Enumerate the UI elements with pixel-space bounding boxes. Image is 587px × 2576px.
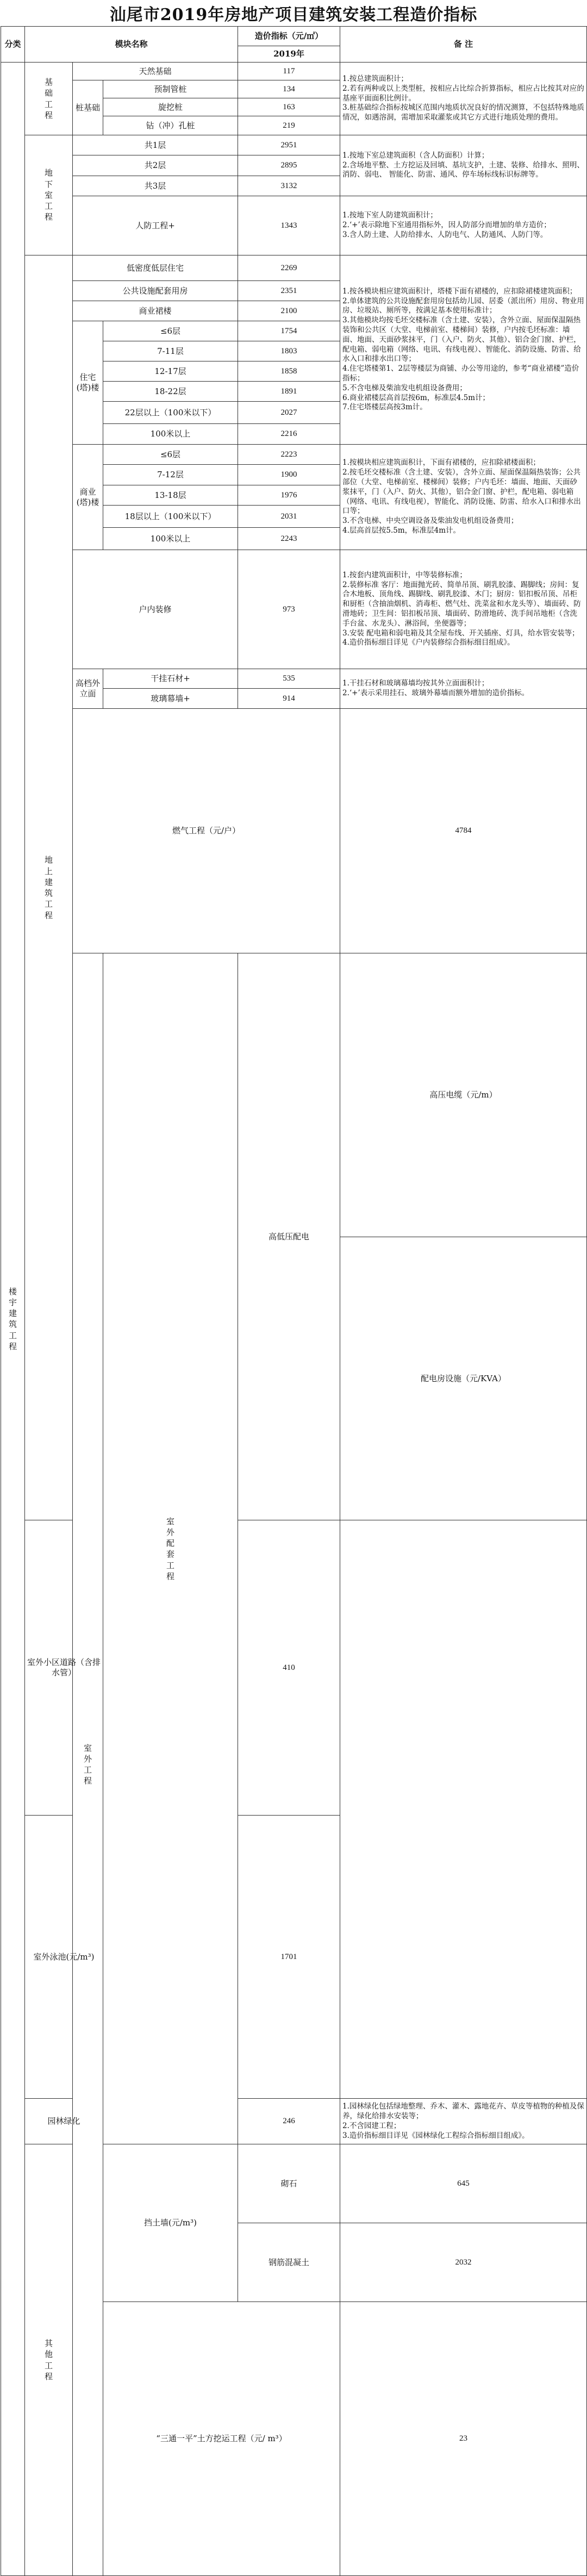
module-name: 玻璃幕墙+ (103, 689, 238, 709)
module-name: 人防工程+ (73, 196, 238, 255)
index-value: 2027 (238, 402, 340, 424)
remark-interior: 1.按套内建筑面积计，中等装修标准； 2.装修标准 客厅：地面抛光砖、简单吊顶、刷乳胶漆、踢脚线；房间：复合木地板、顶角线、踢脚线、刷乳胶漆、木门；厨房：铝扣板吊顶、吊柜和厨柜（含抽油烟机、消毒柜、燃气灶、洗菜盆和水龙头等）、墙面砖、防滑地砖；卫生间：铝扣板吊顶、墙面砖、防滑地砖、洗手间吊地柜（含洗手台盆、水龙头）、淋浴间，坐便器等； 3.安装 配电箱和弱电箱及其全屋布线、开关插座、灯具，给水管安装等； 4.造价指标细目详见《户内装修综合指标细目组成》。 (340, 550, 587, 669)
index-value: 2216 (238, 424, 340, 445)
module-name: 100米以上 (103, 424, 238, 445)
module-name: 室外泳池(元/m³) (25, 1815, 103, 2098)
index-value: 117 (238, 63, 340, 80)
category-building: 楼宇建筑工程 (1, 63, 25, 2576)
sub-facade: 高档外立面 (73, 669, 103, 709)
index-value: 1976 (238, 485, 340, 506)
index-value: 1891 (238, 382, 340, 402)
index-value: 914 (238, 689, 340, 709)
module-name: “三通一平”土方挖运工程（元/ m³） (103, 2302, 340, 2576)
module-name: 共1层 (73, 135, 238, 155)
remark-civil-defense: 1.按地下室人防建筑面积计； 2.‘+’表示除地下室通用指标外，因人防部分而增加的单方造价； 3.含人防土建、人防给排水、人防电气、人防通风、人防门等。 (340, 196, 587, 255)
module-name: 高压电缆（元/m） (340, 953, 587, 1237)
index-value: 2223 (238, 445, 340, 465)
remark-foundation: 1.按总建筑面积计； 2.若有两种或以上类型桩，按相应占比综合折算指标，相应占比按其对应的基座平面面积比例计。 3.桩基础综合指标按城区范围内地质状况良好的情况测算，不包括特殊地质情况，如遇溶洞，需增加采取灌浆或其它方式进行地质处理的费用。 (340, 63, 587, 135)
module-name: 100米以上 (103, 528, 238, 550)
index-value: 1858 (238, 361, 340, 382)
module-name: 7-12层 (103, 465, 238, 485)
index-value: 2243 (238, 528, 340, 550)
module-name: 低密度低层住宅 (73, 255, 238, 281)
index-value: 2032 (340, 2223, 587, 2302)
index-value: 2351 (238, 281, 340, 301)
index-value: 3132 (238, 176, 340, 196)
module-name: 共2层 (73, 155, 238, 176)
sub-pile: 桩基础 (73, 80, 103, 135)
group-other: 其他工程 (25, 2144, 73, 2576)
sub-power: 高低压配电 (238, 953, 340, 1520)
index-value: 134 (238, 80, 340, 98)
index-value: 23 (340, 2302, 587, 2576)
module-name: 公共设施配套用房 (73, 281, 238, 301)
remark-commercial: 1.按模块相应建筑面积计，下面有裙楼的，应扣除裙楼面积； 2.按毛坯交楼标准（含土建、安装），含外立面、屋面保温隔热装饰；公共部位（大堂、电梯前室、楼梯间）装修；户内毛坯：墙面、地面、天面砂浆抹平，门（入户、防火、其他），铝合金门窗、护栏，配电箱、弱电箱（网络、电讯、有线电视），智能化、消防设施、防雷、给水入口和排水出口等； 3.不含电梯、中央空调设备及柴油发电机组设备费用； 4.层高首层按5.5m，标准层4m计。 (340, 445, 587, 550)
module-name: 13-18层 (103, 485, 238, 506)
remark-residential: 1.按各模块相应建筑面积计，塔楼下面有裙楼的，应扣除裙楼建筑面积； 2.单体建筑的公共设施配套用房包括幼儿园、居委（派出所）用房、物业用房、垃圾站、厕所等，按满足基本使用标准计； 3.其他模块均按毛坯交楼标准（含土建、安装），含外立面、屋面保温隔热装饰和公共区（大堂、电梯前室、楼梯间）装修，户内按毛坯标准：墙面、地面、天面砂浆抹平，门（入户、防火、其他）、铝合金门窗、护栏，配电箱、弱电箱（网络、电讯、有线电视）、智能化、消防设施、防雷、给水入口和排水出口等； 4.住宅塔楼第1、2层等楼层为商铺、办公等用途的，参考“商业裙楼”造价指标； 5.不含电梯及柴油发电机组设备费用； 6.商业裙楼层高首层按6m，标准层4.5m计； 7.住宅塔楼层高按3m计。 (340, 255, 587, 445)
index-value: 2100 (238, 301, 340, 321)
module-name: 18-22层 (103, 382, 238, 402)
index-value: 219 (238, 116, 340, 135)
module-name: ≤6层 (103, 321, 238, 341)
group-basement: 地下室工程 (25, 135, 73, 255)
sub-commercial-tower: 商业(塔)楼 (73, 445, 103, 550)
module-name: 22层以上（100米以下） (103, 402, 238, 424)
remark-facade: 1.干挂石材和玻璃幕墙均按其外立面面积计； 2.‘+’表示采用挂石、玻璃外幕墙而额外增加的造价指标。 (340, 669, 587, 709)
header-remark: 备 注 (340, 27, 587, 63)
header-category: 分类 (1, 27, 25, 63)
index-value: 645 (340, 2144, 587, 2223)
module-name: 干挂石材+ (103, 669, 238, 689)
module-name: 共3层 (73, 176, 238, 196)
module-name: 预制管桩 (103, 80, 238, 98)
group-above-ground: 地上建筑工程 (25, 255, 73, 1520)
module-name: 天然基础 (73, 63, 238, 80)
index-value: 973 (238, 550, 340, 669)
index-value: 2895 (238, 155, 340, 176)
module-name: 钢筋混凝土 (238, 2223, 340, 2302)
index-value: 1803 (238, 341, 340, 361)
module-name: 商业裙楼 (73, 301, 238, 321)
index-value: 2951 (238, 135, 340, 155)
index-value: 246 (238, 2099, 340, 2144)
index-value: 1900 (238, 465, 340, 485)
category-outdoor: 室外工程 (73, 953, 103, 2576)
sub-retaining: 挡土墙(元/m³) (103, 2144, 238, 2302)
index-value: 2031 (238, 506, 340, 528)
module-name: 12-17层 (103, 361, 238, 382)
header-module: 模块名称 (25, 27, 238, 63)
index-value: 1754 (238, 321, 340, 341)
module-name: 园林绿化 (25, 2099, 103, 2144)
remark-basement: 1.按地下室总建筑面积（含人防面积）计算； 2.含场地平整、土方挖运及回填、基坑支护，土建、装修、给排水、照明、消防、弱电、 智能化、防雷、通风、停车场标线标识标牌等。 (340, 135, 587, 196)
index-value: 1343 (238, 196, 340, 255)
module-name: 室外小区道路（含排水管） (25, 1520, 103, 1816)
document-title: 汕尾市2019年房地产项目建筑安装工程造价指标 (109, 5, 478, 24)
index-value: 163 (238, 98, 340, 116)
group-foundation: 基础工程 (25, 63, 73, 135)
index-value: 535 (238, 669, 340, 689)
index-value: 4784 (340, 709, 587, 953)
module-name: 旋挖桩 (103, 98, 238, 116)
module-name: 7-11层 (103, 341, 238, 361)
index-value: 2269 (238, 255, 340, 281)
module-name: 配电房设施（元/KVA） (340, 1237, 587, 1520)
module-name: 18层以上（100米以下） (103, 506, 238, 528)
cost-index-table (1, 26, 587, 2576)
header-year: 2019年 (238, 46, 340, 63)
sub-residential-tower: 住宅(塔)楼 (73, 321, 103, 445)
group-outdoor-support: 室外配套工程 (103, 953, 238, 2144)
module-name: 户内装修 (73, 550, 238, 669)
module-name: ≤6层 (103, 445, 238, 465)
module-name: 钻（冲）孔桩 (103, 116, 238, 135)
index-value: 410 (238, 1520, 340, 1816)
header-index: 造价指标（元/㎡） (238, 27, 340, 46)
module-name: 砌石 (238, 2144, 340, 2223)
index-value: 1701 (238, 1815, 340, 2098)
module-name: 燃气工程（元/户） (73, 709, 340, 953)
remark-landscape: 1.园林绿化包括绿地整理、乔木、灌木、露地花卉、草皮等植物的种植及保养，绿化给排水安装等； 2.不含园建工程； 3.造价指标细目详见《园林绿化工程综合指标细目组成》。 (340, 2099, 587, 2144)
